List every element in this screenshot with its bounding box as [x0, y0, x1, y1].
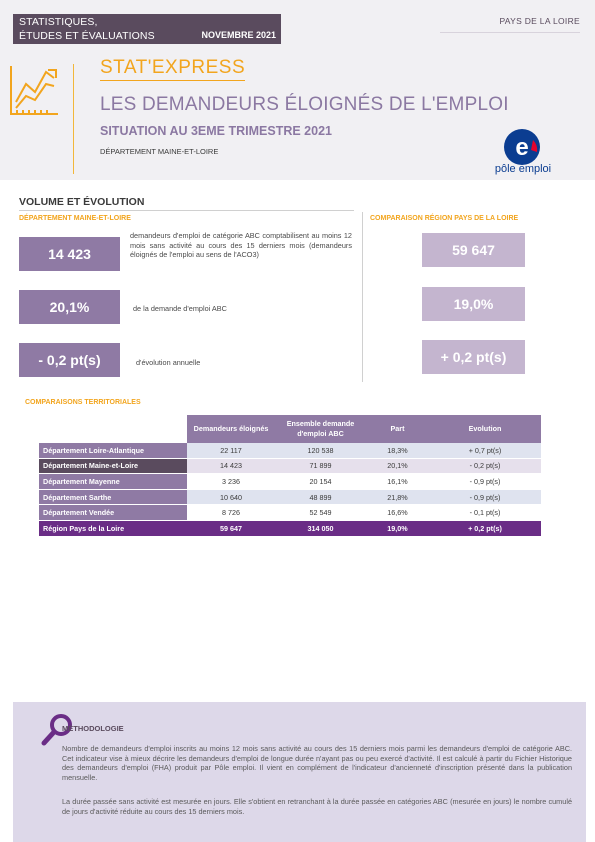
department-label: DÉPARTEMENT MAINE-ET-LOIRE [100, 147, 219, 156]
page-title: LES DEMANDEURS ÉLOIGNÉS DE L'EMPLOI [100, 94, 509, 115]
page-subtitle: SITUATION AU 3EME TRIMESTRE 2021 [100, 124, 332, 138]
table-cell: + 0,7 pt(s) [429, 443, 541, 458]
table-cell: 16,6% [366, 505, 429, 521]
table-row-label: Département Sarthe [39, 489, 187, 505]
table-cell: 48 899 [275, 489, 366, 505]
region-comparison-label: COMPARAISON RÉGION PAYS DE LA LOIRE [370, 215, 519, 222]
dept-share-description: de la demande d'emploi ABC [133, 304, 227, 313]
table-row-label: Département Vendée [39, 505, 187, 521]
department-section-label: DÉPARTEMENT MAINE-ET-LOIRE [19, 215, 131, 222]
table-header-blank [39, 415, 187, 443]
series-line2: ÉTUDES ET ÉVALUATIONS [19, 30, 155, 42]
table-cell: 19,0% [366, 520, 429, 536]
table-total-row [39, 520, 541, 536]
table-row-label: Région Pays de la Loire [39, 520, 187, 536]
table-cell: - 0,9 pt(s) [429, 474, 541, 490]
series-label [19, 15, 169, 43]
methodology-title: MÉTHODOLOGIE [62, 724, 124, 733]
table-row [39, 489, 541, 505]
dept-count-description: demandeurs d'emploi de catégorie ABC comptabilisent au moins 12 mois sans activité au cours des 15 derniers mois (demandeurs éloignés de l'emploi au sens de l'ACO3) [130, 231, 352, 260]
table-row [39, 505, 541, 521]
territorial-section-title: COMPARAISONS TERRITORIALES [25, 399, 141, 406]
pole-emploi-logo-icon [503, 128, 541, 166]
series-line1: STATISTIQUES, [19, 16, 98, 28]
table-cell: 21,8% [366, 489, 429, 505]
table-cell: 120 538 [275, 443, 366, 458]
table-row [39, 458, 541, 474]
logo-letter: e [515, 134, 529, 161]
table-cell: 10 640 [187, 489, 275, 505]
table-row-label: Département Maine-et-Loire [39, 458, 187, 474]
region-share-box: 19,0% [422, 287, 525, 321]
table-cell: - 0,9 pt(s) [429, 489, 541, 505]
volume-rule [19, 210, 354, 211]
table-cell: 52 549 [275, 505, 366, 521]
table-cell: 14 423 [187, 458, 275, 474]
table-cell: + 0,2 pt(s) [429, 520, 541, 536]
table-cell: 20,1% [366, 458, 429, 474]
table-cell: - 0,2 pt(s) [429, 458, 541, 474]
table-cell: 22 117 [187, 443, 275, 458]
icon-divider [73, 64, 74, 174]
region-rule [440, 32, 580, 33]
dept-evolution-description: d'évolution annuelle [136, 358, 201, 367]
table-header-cell: Ensemble demande d'emploi ABC [275, 415, 366, 443]
table-cell: 3 236 [187, 474, 275, 490]
pole-emploi-logo-text: pôle emploi [494, 163, 552, 175]
table-cell: 71 899 [275, 458, 366, 474]
table-row [39, 443, 541, 458]
trend-chart-icon [8, 62, 60, 118]
table-cell: 20 154 [275, 474, 366, 490]
table-row-label: Département Loire-Atlantique [39, 443, 187, 458]
publication-date: NOVEMBRE 2021 [201, 30, 276, 40]
table-cell: - 0,1 pt(s) [429, 505, 541, 521]
methodology-paragraph-2: La durée passée sans activité est mesurée en jours. Elle s'obtient en retranchant à la durée passée en catégories ABC (mesurée en jours) le nombre cumulé de jours d'activité réduite au cours des 15 derniers mois. [62, 797, 572, 816]
table-cell: 16,1% [366, 474, 429, 490]
table-header-cell: Part [366, 415, 429, 443]
table-cell: 59 647 [187, 520, 275, 536]
table-cell: 18,3% [366, 443, 429, 458]
table-row-label: Département Mayenne [39, 474, 187, 490]
territorial-table [39, 415, 541, 537]
methodology-paragraph-1: Nombre de demandeurs d'emploi inscrits au moins 12 mois sans activité au cours des 15 derniers mois parmi les demandeurs d'emploi de catégorie ABC. Cet indicateur vise à mieux décrire les demandeurs d'emploi de longue durée n'ayant pas ou peu exercé d'activité. Il est calculé à partir du Fichier Historique des demandeurs d'emploi (FHA) produit par Pôle emploi. Il vient en complément de l'indicateur d'ancienneté d'inscription présenté dans la publication mensuelle. [62, 744, 572, 782]
table-header-cell: Demandeurs éloignés [187, 415, 275, 443]
table-cell: 314 050 [275, 520, 366, 536]
region-count-box: 59 647 [422, 233, 525, 267]
region-label: PAYS DE LA LOIRE [499, 16, 580, 26]
brand-rule [100, 80, 245, 81]
table-row [39, 474, 541, 490]
volume-section-title: VOLUME ET ÉVOLUTION [19, 196, 145, 208]
table-header-row [39, 415, 541, 443]
dept-count-box: 14 423 [19, 237, 120, 271]
brand-name: STAT'EXPRESS [100, 57, 246, 78]
dept-share-box: 20,1% [19, 290, 120, 324]
table-header-cell: Evolution [429, 415, 541, 443]
section-divider [362, 212, 363, 382]
table-cell: 8 726 [187, 505, 275, 521]
dept-evolution-box: - 0,2 pt(s) [19, 343, 120, 377]
region-evolution-box: + 0,2 pt(s) [422, 340, 525, 374]
